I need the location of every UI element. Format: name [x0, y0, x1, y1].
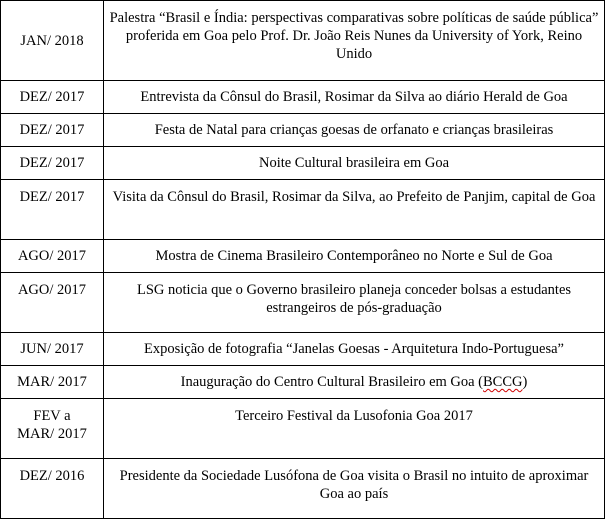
event-description: LSG noticia que o Governo brasileiro planeja conceder bolsas a estudantes estrangeiros de pós-graduação — [104, 273, 605, 333]
event-description — [104, 366, 605, 399]
event-date: DEZ/ 2017 — [1, 147, 104, 180]
event-description-prefix: Inauguração do Centro Cultural Brasileiro em Goa ( — [180, 374, 484, 390]
table-row — [1, 81, 605, 114]
event-description: Terceiro Festival da Lusofonia Goa 2017 — [104, 399, 605, 459]
table-row — [1, 333, 605, 366]
event-description: Exposição de fotografia “Janelas Goesas - Arquitetura Indo-Portuguesa” — [104, 333, 605, 366]
spellcheck-marked-word: BCCG — [483, 374, 523, 390]
table-row — [1, 459, 605, 519]
event-date-line-1: FEV a — [33, 408, 71, 424]
table-row — [1, 240, 605, 273]
event-date: DEZ/ 2017 — [1, 114, 104, 147]
event-description: Entrevista da Cônsul do Brasil, Rosimar da Silva ao diário Herald de Goa — [104, 81, 605, 114]
event-date — [1, 399, 104, 459]
event-description: Presidente da Sociedade Lusófona de Goa visita o Brasil no intuito de aproximar Goa ao país — [104, 459, 605, 519]
event-description: Festa de Natal para crianças goesas de orfanato e crianças brasileiras — [104, 114, 605, 147]
event-date: AGO/ 2017 — [1, 273, 104, 333]
event-date: JAN/ 2018 — [1, 1, 104, 81]
event-description-suffix: ) — [522, 374, 528, 390]
event-date: MAR/ 2017 — [1, 366, 104, 399]
event-date: AGO/ 2017 — [1, 240, 104, 273]
table-row — [1, 366, 605, 399]
table-row — [1, 114, 605, 147]
table-row — [1, 1, 605, 81]
table-row — [1, 399, 605, 459]
event-date: JUN/ 2017 — [1, 333, 104, 366]
table-row — [1, 273, 605, 333]
table-row — [1, 147, 605, 180]
event-description: Noite Cultural brasileira em Goa — [104, 147, 605, 180]
event-date: DEZ/ 2016 — [1, 459, 104, 519]
event-description: Mostra de Cinema Brasileiro Contemporâneo no Norte e Sul de Goa — [104, 240, 605, 273]
event-date: DEZ/ 2017 — [1, 180, 104, 240]
event-description: Palestra “Brasil e Índia: perspectivas comparativas sobre políticas de saúde pública” proferida em Goa pelo Prof. Dr. João Reis Nunes da University of York, Reino Unido — [104, 1, 605, 81]
table-row — [1, 180, 605, 240]
event-date: DEZ/ 2017 — [1, 81, 104, 114]
event-date-line-2: MAR/ 2017 — [17, 426, 87, 442]
event-description: Visita da Cônsul do Brasil, Rosimar da Silva, ao Prefeito de Panjim, capital de Goa — [104, 180, 605, 240]
